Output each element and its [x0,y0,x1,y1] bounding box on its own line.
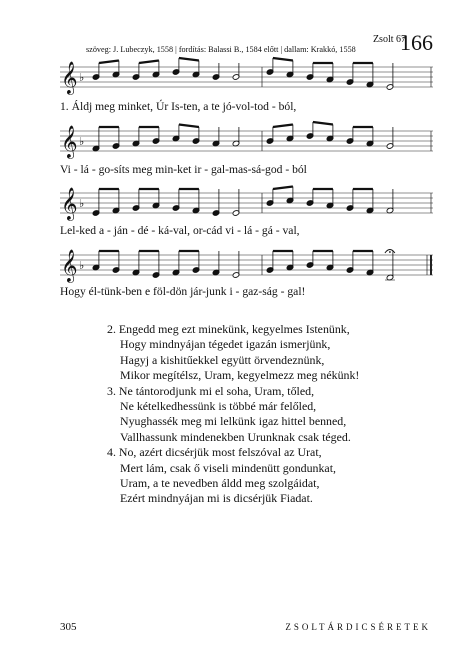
verse-line: Mert lám, csak ő viseli mindenütt gondunkat, [120,460,336,475]
verse-line: 2. Engedd meg ezt minekünk, kegyelmes Istenünk, [107,322,350,336]
verse-line: Vallhassunk mindenekben Urunknak csak téged. [120,429,351,444]
verse-line: 3. Ne tántorodjunk mi el soha, Uram, tőled, [107,383,315,398]
running-title: ZSOLTÁRDICSÉRETEK [285,622,431,632]
key-flat-icon: ♭ [79,259,85,272]
music-staff-4 [60,250,433,280]
beam [273,187,293,190]
verse-line: Mikor megítélsz, Uram, kegyelmezz meg nékünk! [120,368,360,383]
key-flat-icon: ♭ [79,71,85,84]
music-staff-3 [60,188,433,218]
page-header [0,0,471,60]
verse-3 [107,384,437,446]
lyric-line-2: Vi - lá - go-síts meg min-ket ir - gal-mas-sá-god - ból [60,163,307,176]
page-number: 305 [60,621,77,633]
treble-clef-icon: 𝄞 [61,125,78,158]
lyric-line-4: Hogy él-tünk-ben e föl-dön jár-junk i - gaz-ság - gal! [60,285,306,298]
beam [273,125,293,128]
fermata-dot [389,251,391,253]
verses [107,322,437,507]
verse-2 [107,322,437,384]
beam [179,125,199,128]
verse-4 [107,445,437,507]
music-staff-1 [60,62,433,92]
treble-clef-icon: 𝄞 [61,187,78,220]
verse-line: Nyughassék meg mi lelkünk igaz hittel benned, [120,414,347,429]
verse-line: Uram, a te nevedben áldd meg szolgáidat, [120,476,320,491]
verse-line: Ezért mindnyájan mi is dicsérjük Fiadat. [120,491,313,506]
beam [99,61,119,64]
key-flat-icon: ♭ [79,135,85,148]
verse-line: Ne kételkedhessünk is többé már felőled, [120,399,317,414]
music-staff-2 [60,126,433,156]
treble-clef-icon: 𝄞 [61,61,78,94]
credits-line: szöveg: J. Lubeczyk, 1558 | fordítás: Balassi B., 1584 előtt | dallam: Krakkó, 1558 [86,45,356,54]
lyric-line-1: 1. Áldj meg minket, Úr Is-ten, a te jó-vol-tod - ból, [60,100,297,113]
beam [313,122,333,125]
beam [139,61,159,64]
lyric-line-3: Lel-ked a - ján - dé - ká-val, or-cád vi - lá - gá - val, [60,224,300,237]
verse-line: Hogy mindnyájan tégedet igazán ismerjünk, [120,337,331,352]
key-flat-icon: ♭ [79,197,85,210]
verse-line: Hagyj a kishitűekkel együtt örvendeznünk, [120,352,325,367]
psalm-reference: Zsolt 67 [372,34,406,45]
treble-clef-icon: 𝄞 [61,249,78,282]
hymn-number: 166 [400,30,433,55]
verse-line: 4. No, azért dicsérjük most felszóval az Urat, [107,445,322,460]
